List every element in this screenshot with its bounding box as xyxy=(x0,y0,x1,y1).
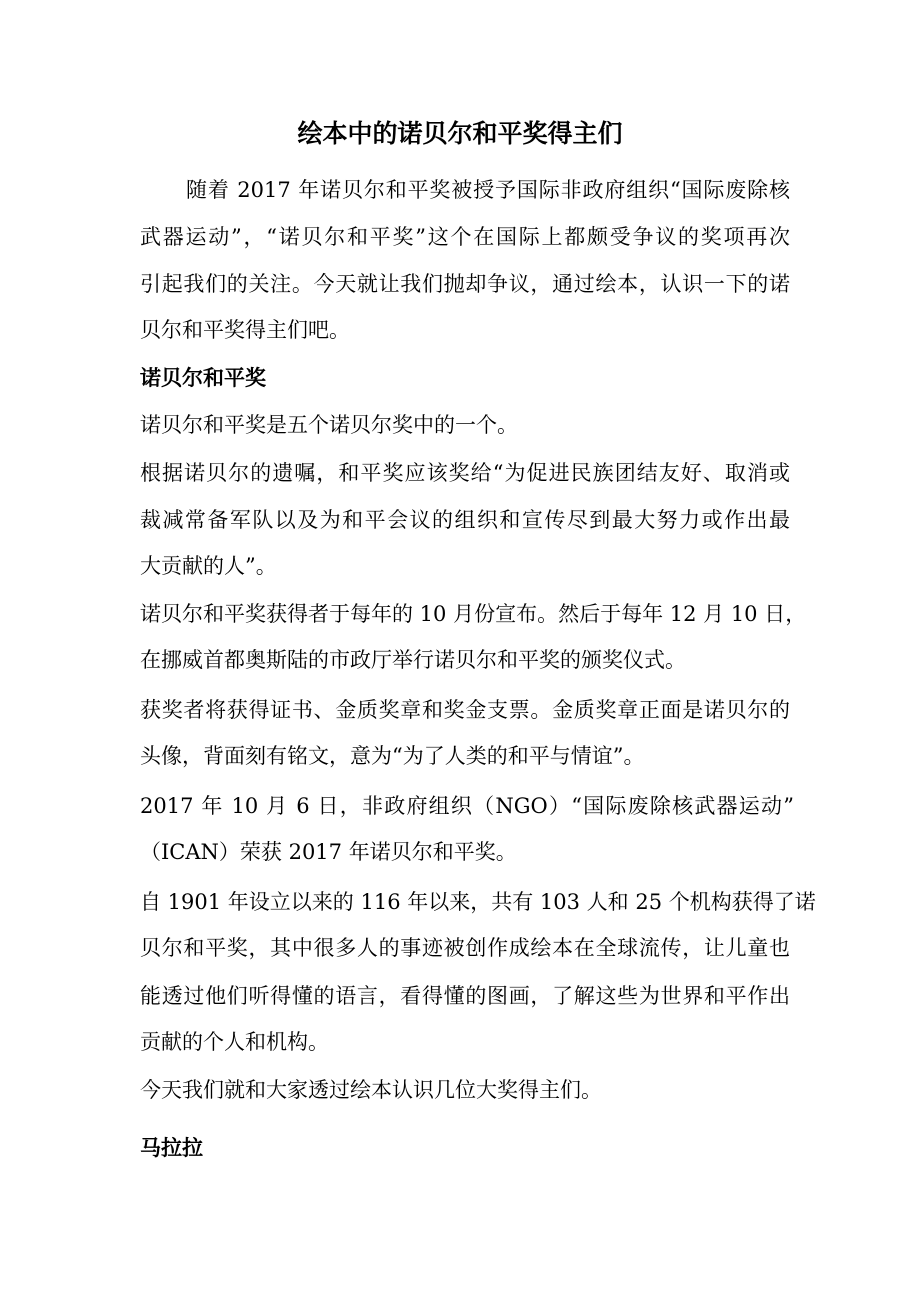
paragraph-line: 获奖者将获得证书、金质奖章和奖金支票。金质奖章正面是诺贝尔的 xyxy=(140,698,790,722)
intro-line: 随着 2017 年诺贝尔和平奖被授予国际非政府组织“国际废除核 xyxy=(186,178,790,202)
paragraph-line: 贡献的个人和机构。 xyxy=(140,1030,329,1054)
intro-line: 引起我们的关注。今天就让我们抛却争议，通过绘本，认识一下的诺 xyxy=(140,272,790,296)
document-title: 绘本中的诺贝尔和平奖得主们 xyxy=(297,119,623,148)
paragraph-line: 贝尔和平奖，其中很多人的事迹被创作成绘本在全球流传，让儿童也 xyxy=(140,936,790,960)
paragraph-line: 诺贝尔和平奖获得者于每年的 10 月份宣布。然后于每年 12 月 10 日， xyxy=(140,602,807,626)
section-heading: 马拉拉 xyxy=(140,1135,203,1160)
paragraph-line: 诺贝尔和平奖是五个诺贝尔奖中的一个。 xyxy=(140,413,518,437)
section-heading: 诺贝尔和平奖 xyxy=(140,365,266,390)
paragraph-line: 头像，背面刻有铭文，意为“为了人类的和平与情谊”。 xyxy=(140,744,645,768)
intro-line: 武器运动”，“诺贝尔和平奖”这个在国际上都颇受争议的奖项再次 xyxy=(140,225,790,249)
paragraph-line: 根据诺贝尔的遗嘱，和平奖应该奖给“为促进民族团结友好、取消或 xyxy=(140,461,790,485)
paragraph-line: （ICAN）荣获 2017 年诺贝尔和平奖。 xyxy=(140,840,517,864)
paragraph-line: 大贡献的人”。 xyxy=(140,554,277,578)
paragraph-line: 今天我们就和大家透过绘本认识几位大奖得主们。 xyxy=(140,1078,602,1102)
intro-line: 贝尔和平奖得主们吧。 xyxy=(140,318,350,342)
paragraph-line: 在挪威首都奥斯陆的市政厅举行诺贝尔和平奖的颁奖仪式。 xyxy=(140,648,686,672)
paragraph-line: 2017 年 10 月 6 日，非政府组织（NGO）“国际废除核武器运动” xyxy=(140,794,794,818)
paragraph-line: 裁减常备军队以及为和平会议的组织和宣传尽到最大努力或作出最 xyxy=(140,508,790,532)
paragraph-line: 能透过他们听得懂的语言，看得懂的图画，了解这些为世界和平作出 xyxy=(140,984,790,1008)
paragraph-line: 自 1901 年设立以来的 116 年以来，共有 103 人和 25 个机构获得了诺 xyxy=(140,890,816,914)
